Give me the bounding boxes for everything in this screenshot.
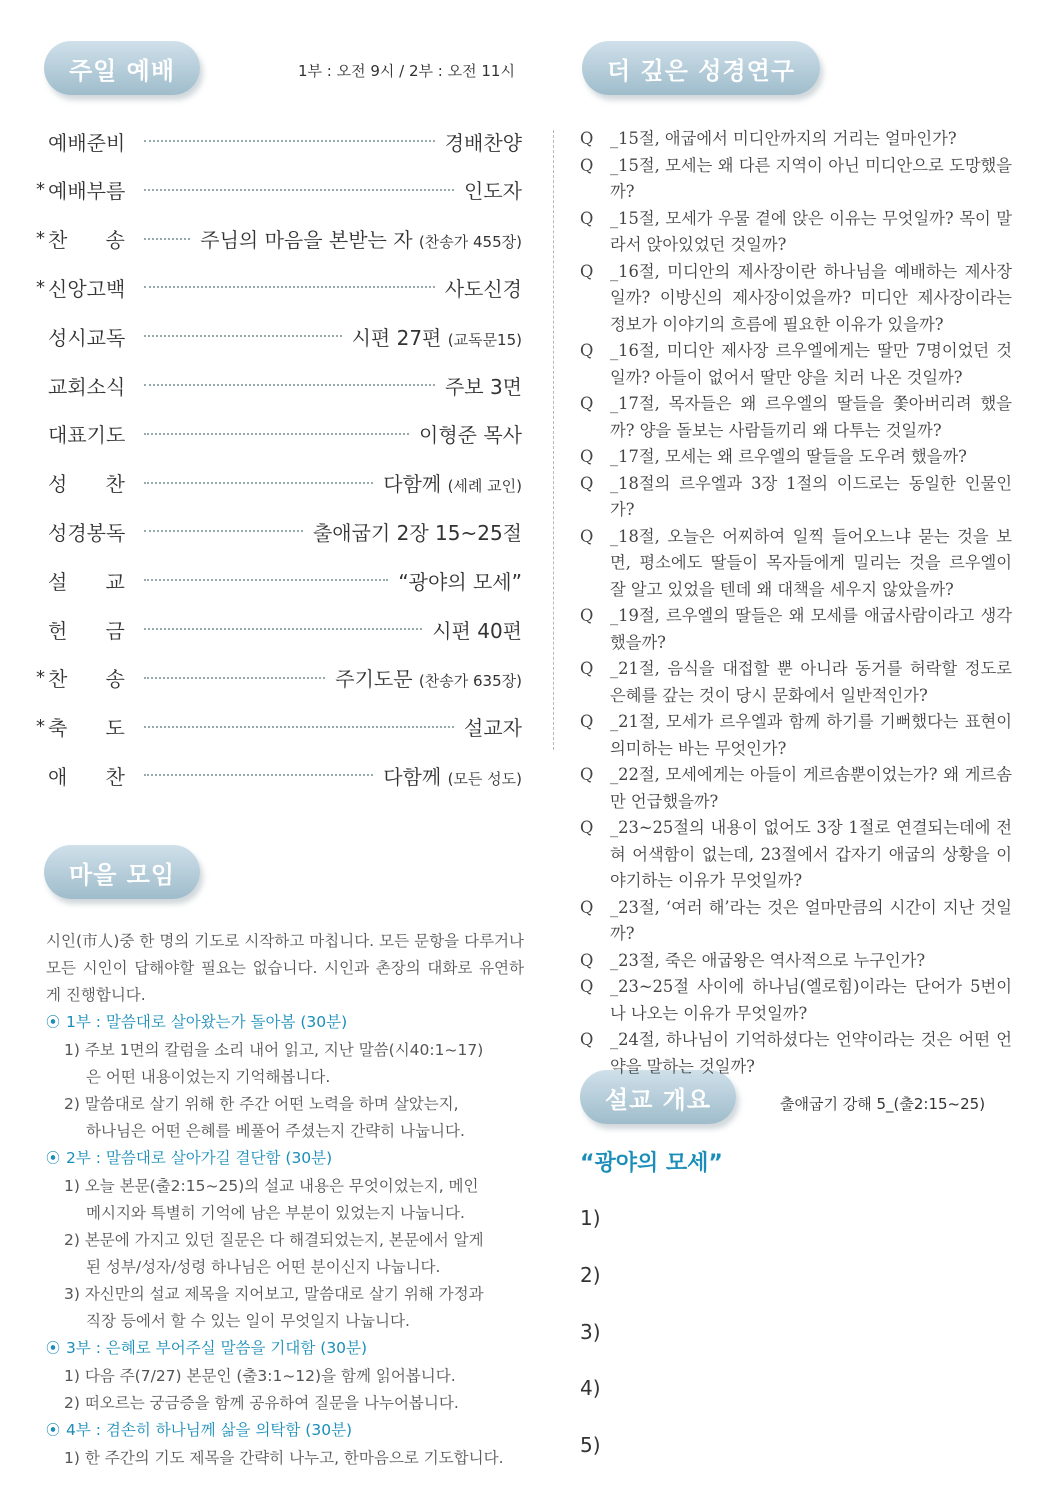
worship-item-value	[464, 712, 522, 741]
sermon-reference: 출애굽기 강해 5_(출2:15~25)	[780, 1095, 986, 1113]
study-question	[580, 762, 1012, 815]
village-item-line: 된 성부/성자/성령 하나님은 어떤 분이신지 나눕니다.	[86, 1258, 441, 1276]
worship-value-text: 주님의 마음을 본받는 자	[200, 228, 413, 253]
study-question	[580, 656, 1012, 709]
worship-item-value	[445, 371, 522, 400]
worship-item-label: 찬 송	[48, 228, 125, 253]
worship-item-label: 성경봉독	[48, 520, 126, 545]
study-question	[580, 815, 1012, 895]
study-question	[580, 126, 1012, 153]
required-star: *	[36, 716, 45, 738]
sermon-heading-text: 설교 개요	[604, 1085, 712, 1114]
worship-item-label: 찬 송	[48, 667, 125, 692]
worship-row	[36, 224, 522, 254]
worship-row	[36, 468, 522, 498]
worship-row	[36, 565, 522, 595]
worship-item-value	[383, 468, 522, 497]
question-marker: Q	[580, 155, 594, 175]
study-question	[580, 709, 1012, 762]
question-text: _15절, 애굽에서 미디안까지의 거리는 얼마인가?	[610, 129, 957, 148]
question-text: _15절, 모세는 왜 다른 지역이 아닌 미디안으로 도망했을까?	[610, 155, 1012, 201]
worship-value-note: (교독문15)	[447, 330, 522, 349]
worship-item-value	[464, 175, 522, 204]
dotted-leader	[144, 189, 454, 191]
study-question	[580, 524, 1012, 604]
village-section	[46, 1335, 524, 1417]
worship-heading-text: 주일 예배	[68, 56, 176, 85]
question-marker: Q	[580, 526, 594, 546]
village-item	[46, 1173, 524, 1227]
question-marker: Q	[580, 606, 594, 625]
worship-value-text: 다함께	[383, 472, 442, 497]
village-item	[46, 1091, 524, 1145]
question-text: _16절, 미디안의 제사장이란 하나님을 예배하는 제사장일까? 이방신의 제사장이었을까? 미디안 제사장이라는 정보가 이야기의 흐름에 필요한 이유가 있을까?	[610, 261, 1012, 334]
study-question	[580, 948, 1012, 975]
worship-item-value	[398, 566, 522, 595]
question-marker: Q	[580, 712, 594, 731]
section-title-text: 1부 : 말씀대로 살아왔는가 돌아봄 (30분)	[66, 1013, 348, 1031]
column-divider	[553, 130, 554, 750]
worship-item-label: 설 교	[48, 569, 125, 594]
dotted-leader	[144, 384, 435, 386]
worship-item-label: 성 찬	[48, 472, 125, 497]
dotted-leader	[144, 579, 388, 581]
village-section	[46, 1145, 524, 1335]
worship-value-text: 경배찬양	[444, 130, 522, 155]
village-item-line: 1) 한 주간의 기도 제목을 간략히 나누고, 한마음으로 기도합니다.	[64, 1449, 504, 1467]
village-heading	[44, 845, 200, 899]
study-question	[580, 391, 1012, 444]
study-question	[580, 974, 1012, 1027]
dotted-leader	[144, 433, 409, 435]
question-marker: Q	[580, 950, 594, 970]
village-section-title	[46, 1335, 524, 1363]
outline-item: 5)	[580, 1433, 601, 1458]
question-marker: Q	[580, 1030, 594, 1049]
village-section-title	[46, 1009, 524, 1037]
worship-item-value	[445, 127, 522, 156]
worship-row	[36, 272, 522, 302]
outline-item: 2)	[580, 1262, 601, 1287]
worship-item-label: 신앙고백	[48, 276, 126, 301]
sermon-title: “광야의 모세”	[580, 1151, 723, 1176]
worship-value-text: “광야의 모세”	[398, 569, 522, 594]
target-bullet-icon: ⦿	[46, 1151, 60, 1167]
worship-value-text: 사도신경	[444, 276, 522, 301]
village-item	[46, 1281, 524, 1335]
worship-value-text: 주기도문	[335, 667, 413, 692]
worship-value-text: 출애굽기 2장 15~25절	[312, 520, 522, 545]
question-marker: Q	[580, 208, 594, 228]
question-marker: Q	[580, 261, 594, 281]
worship-value-text: 인도자	[464, 179, 522, 204]
worship-item-value	[352, 322, 522, 351]
outline-item: 1)	[580, 1206, 601, 1230]
study-question	[580, 153, 1012, 206]
section-title-text: 2부 : 말씀대로 살아가길 결단함 (30분)	[66, 1149, 333, 1167]
worship-value-text: 시편 27편	[351, 325, 442, 350]
village-item-line: 하나님은 어떤 은혜를 베풀어 주셨는지 간략히 나눕니다.	[86, 1122, 465, 1140]
village-item-line: 1) 다음 주(7/27) 본문인 (출3:1~12)을 함께 읽어봅니다.	[64, 1367, 456, 1385]
village-item-line: 3) 자신만의 설교 제목을 지어보고, 말씀대로 살기 위해 가정과	[64, 1285, 484, 1303]
question-text: _16절, 미디안 제사장 르우엘에게는 딸만 7명이었던 것일까? 아들이 없어서 딸만 양을 치러 나온 것일까?	[610, 341, 1012, 387]
worship-item-value	[419, 419, 522, 448]
worship-value-note: (찬송가 455장)	[418, 233, 522, 252]
required-star: *	[36, 228, 45, 250]
question-text: _23~25절 사이에 하나님(엘로힘)이라는 단어가 5번이나 나오는 이유가 무엇일까?	[610, 977, 1012, 1023]
question-marker: Q	[580, 447, 594, 466]
required-star: *	[36, 179, 45, 201]
question-text: _19절, 르우엘의 딸들은 왜 모세를 애굽사람이라고 생각했을까?	[610, 606, 1012, 652]
village-item	[46, 1390, 524, 1417]
worship-item-label: 애 찬	[48, 764, 125, 789]
worship-item-label: 예배준비	[48, 130, 126, 155]
worship-item-value	[335, 663, 522, 692]
village-section-title	[46, 1145, 524, 1173]
village-item-line: 2) 본문에 가지고 있던 질문은 다 해결되었는지, 본문에서 알게	[64, 1231, 484, 1249]
village-section-title	[46, 1417, 524, 1445]
question-text: _15절, 모세가 우물 곁에 앉은 이유는 무엇일까? 목이 말라서 앉아있었던 것일까?	[610, 208, 1012, 254]
question-marker: Q	[580, 818, 594, 837]
study-heading	[582, 41, 820, 95]
question-marker: Q	[580, 473, 594, 493]
dotted-leader	[144, 726, 454, 728]
worship-value-text: 시편 40편	[432, 618, 522, 643]
question-text: _17절, 목자들은 왜 르우엘의 딸들을 쫓아버리려 했을까? 양을 돌보는 사람들끼리 왜 다투는 것일까?	[610, 394, 1012, 440]
dotted-leader	[144, 530, 303, 532]
dotted-leader	[144, 482, 373, 484]
worship-item-value	[432, 615, 522, 644]
question-text: _21절, 모세가 르우엘과 함께 하기를 기뻐했다는 표현이 의미하는 바는 무엇인가?	[610, 712, 1012, 758]
dotted-leader	[144, 677, 325, 679]
village-section	[46, 1417, 524, 1472]
village-item-line: 메시지와 특별히 기억에 남은 부분이 있었는지 나눕니다.	[86, 1204, 465, 1222]
question-marker: Q	[580, 977, 594, 996]
village-item-line: 직장 등에서 할 수 있는 일이 무엇일지 나눕니다.	[86, 1312, 410, 1330]
worship-heading	[44, 41, 200, 95]
dotted-leader	[144, 628, 422, 630]
worship-value-note: (찬송가 635장)	[418, 672, 522, 691]
dotted-leader	[144, 286, 435, 288]
study-question	[580, 603, 1012, 656]
study-question	[580, 895, 1012, 948]
worship-item-value	[313, 517, 522, 546]
target-bullet-icon: ⦿	[46, 1341, 60, 1357]
required-star: *	[36, 276, 45, 298]
worship-row	[36, 760, 522, 790]
question-text: _21절, 음식을 대접할 뿐 아니라 동거를 허락할 정도로 은혜를 갚는 것이 당시 문화에서 일반적인가?	[610, 659, 1012, 705]
village-item-line: 2) 떠오르는 궁금증을 함께 공유하여 질문을 나누어봅니다.	[64, 1394, 459, 1412]
village-item-line: 1) 주보 1면의 칼럼을 소리 내어 읽고, 지난 말씀(시40:1~17)	[64, 1041, 484, 1059]
question-text: _23절, 죽은 애굽왕은 역사적으로 누구인가?	[610, 950, 926, 970]
service-time: 1부 : 오전 9시 / 2부 : 오전 11시	[298, 62, 515, 80]
question-marker: Q	[580, 341, 594, 360]
worship-item-label: 축 도	[48, 716, 125, 741]
target-bullet-icon: ⦿	[46, 1015, 60, 1031]
worship-item-value	[445, 273, 522, 302]
question-marker: Q	[580, 659, 594, 678]
worship-row	[36, 175, 522, 205]
worship-value-text: 다함께	[383, 764, 442, 789]
village-item-line: 은 어떤 내용이었는지 기억해봅니다.	[86, 1068, 331, 1086]
required-star: *	[36, 667, 45, 689]
question-text: _24절, 하나님이 기억하셨다는 언약이라는 것은 어떤 언약을 말하는 것일까?	[610, 1030, 1012, 1076]
question-text: _22절, 모세에게는 아들이 게르솜뿐이었는가? 왜 게르솜만 언급했을까?	[610, 765, 1012, 811]
outline-item: 3)	[580, 1319, 601, 1344]
village-sections	[46, 1009, 524, 1472]
study-questions	[580, 126, 1012, 1080]
study-question	[580, 259, 1012, 339]
section-title-text: 4부 : 겸손히 하나님께 삶을 의탁함 (30분)	[66, 1421, 353, 1439]
village-item	[46, 1445, 524, 1472]
worship-row	[36, 516, 522, 546]
village-intro: 시인(市人)중 한 명의 기도로 시작하고 마칩니다. 모든 문항을 다루거나 모든 시인이 답해야할 필요는 없습니다. 시인과 촌장의 대화로 유연하게 진행합니다.	[46, 932, 524, 1004]
worship-item-label: 대표기도	[48, 423, 126, 448]
study-heading-text: 더 깊은 성경연구	[607, 56, 795, 85]
study-question	[580, 444, 1012, 471]
target-bullet-icon: ⦿	[46, 1423, 60, 1439]
worship-row	[36, 321, 522, 351]
question-marker: Q	[580, 129, 594, 148]
village-section	[46, 1009, 524, 1145]
question-marker: Q	[580, 897, 594, 917]
village-item-line: 1) 오늘 본문(출2:15~25)의 설교 내용은 무엇이었는지, 메인	[64, 1177, 479, 1195]
village-item	[46, 1363, 524, 1390]
worship-row	[36, 712, 522, 742]
outline-item: 4)	[580, 1376, 601, 1401]
worship-row	[36, 663, 522, 693]
dotted-leader	[144, 774, 373, 776]
worship-item-value	[200, 224, 522, 253]
question-marker: Q	[580, 765, 594, 784]
village-meeting	[46, 928, 524, 1472]
worship-item-label: 예배부름	[48, 179, 126, 204]
worship-value-text: 이형준 목사	[419, 423, 522, 448]
worship-value-note: (모든 성도)	[447, 769, 522, 788]
worship-item-label: 헌 금	[48, 618, 125, 643]
village-heading-text: 마을 모임	[68, 860, 176, 889]
worship-row	[36, 419, 522, 449]
section-title-text: 3부 : 은혜로 부어주실 말씀을 기대함 (30분)	[66, 1339, 368, 1357]
dotted-leader	[144, 238, 190, 240]
worship-item-label: 성시교독	[48, 325, 126, 350]
village-item-line: 2) 말씀대로 살기 위해 한 주간 어떤 노력을 하며 살았는지,	[64, 1095, 459, 1113]
question-text: _18절의 르우엘과 3장 1절의 이드로는 동일한 인물인가?	[610, 473, 1012, 519]
worship-value-text: 설교자	[464, 716, 522, 741]
worship-value-text: 주보 3면	[444, 374, 522, 399]
question-text: _18절, 오늘은 어찌하여 일찍 들어오느냐 묻는 것을 보면, 평소에도 딸들이 목자들에게 밀리는 것을 르우엘이 잘 알고 있었을 텐데 왜 대책을 세우지 않았을까?	[610, 526, 1012, 599]
village-item	[46, 1227, 524, 1281]
study-question	[580, 338, 1012, 391]
question-text: _23절, ‘여러 해’라는 것은 얼마만큼의 시간이 지난 것일까?	[610, 897, 1012, 943]
question-text: _17절, 모세는 왜 르우엘의 딸들을 도우려 했을까?	[610, 447, 967, 466]
dotted-leader	[144, 335, 342, 337]
question-marker: Q	[580, 394, 594, 413]
worship-item-value	[383, 761, 522, 790]
study-question	[580, 471, 1012, 524]
question-text: _23~25절의 내용이 없어도 3장 1절로 연결되는데에 전혀 어색함이 없는데, 23절에서 갑자기 애굽의 상황을 이야기하는 이유가 무엇일까?	[610, 818, 1012, 890]
dotted-leader	[144, 140, 435, 142]
worship-value-note: (세례 교인)	[447, 477, 522, 496]
worship-row	[36, 126, 522, 156]
study-question	[580, 1027, 1012, 1080]
worship-item-label: 교회소식	[48, 374, 126, 399]
worship-row	[36, 614, 522, 644]
study-question	[580, 206, 1012, 259]
worship-row	[36, 370, 522, 400]
village-item	[46, 1037, 524, 1091]
